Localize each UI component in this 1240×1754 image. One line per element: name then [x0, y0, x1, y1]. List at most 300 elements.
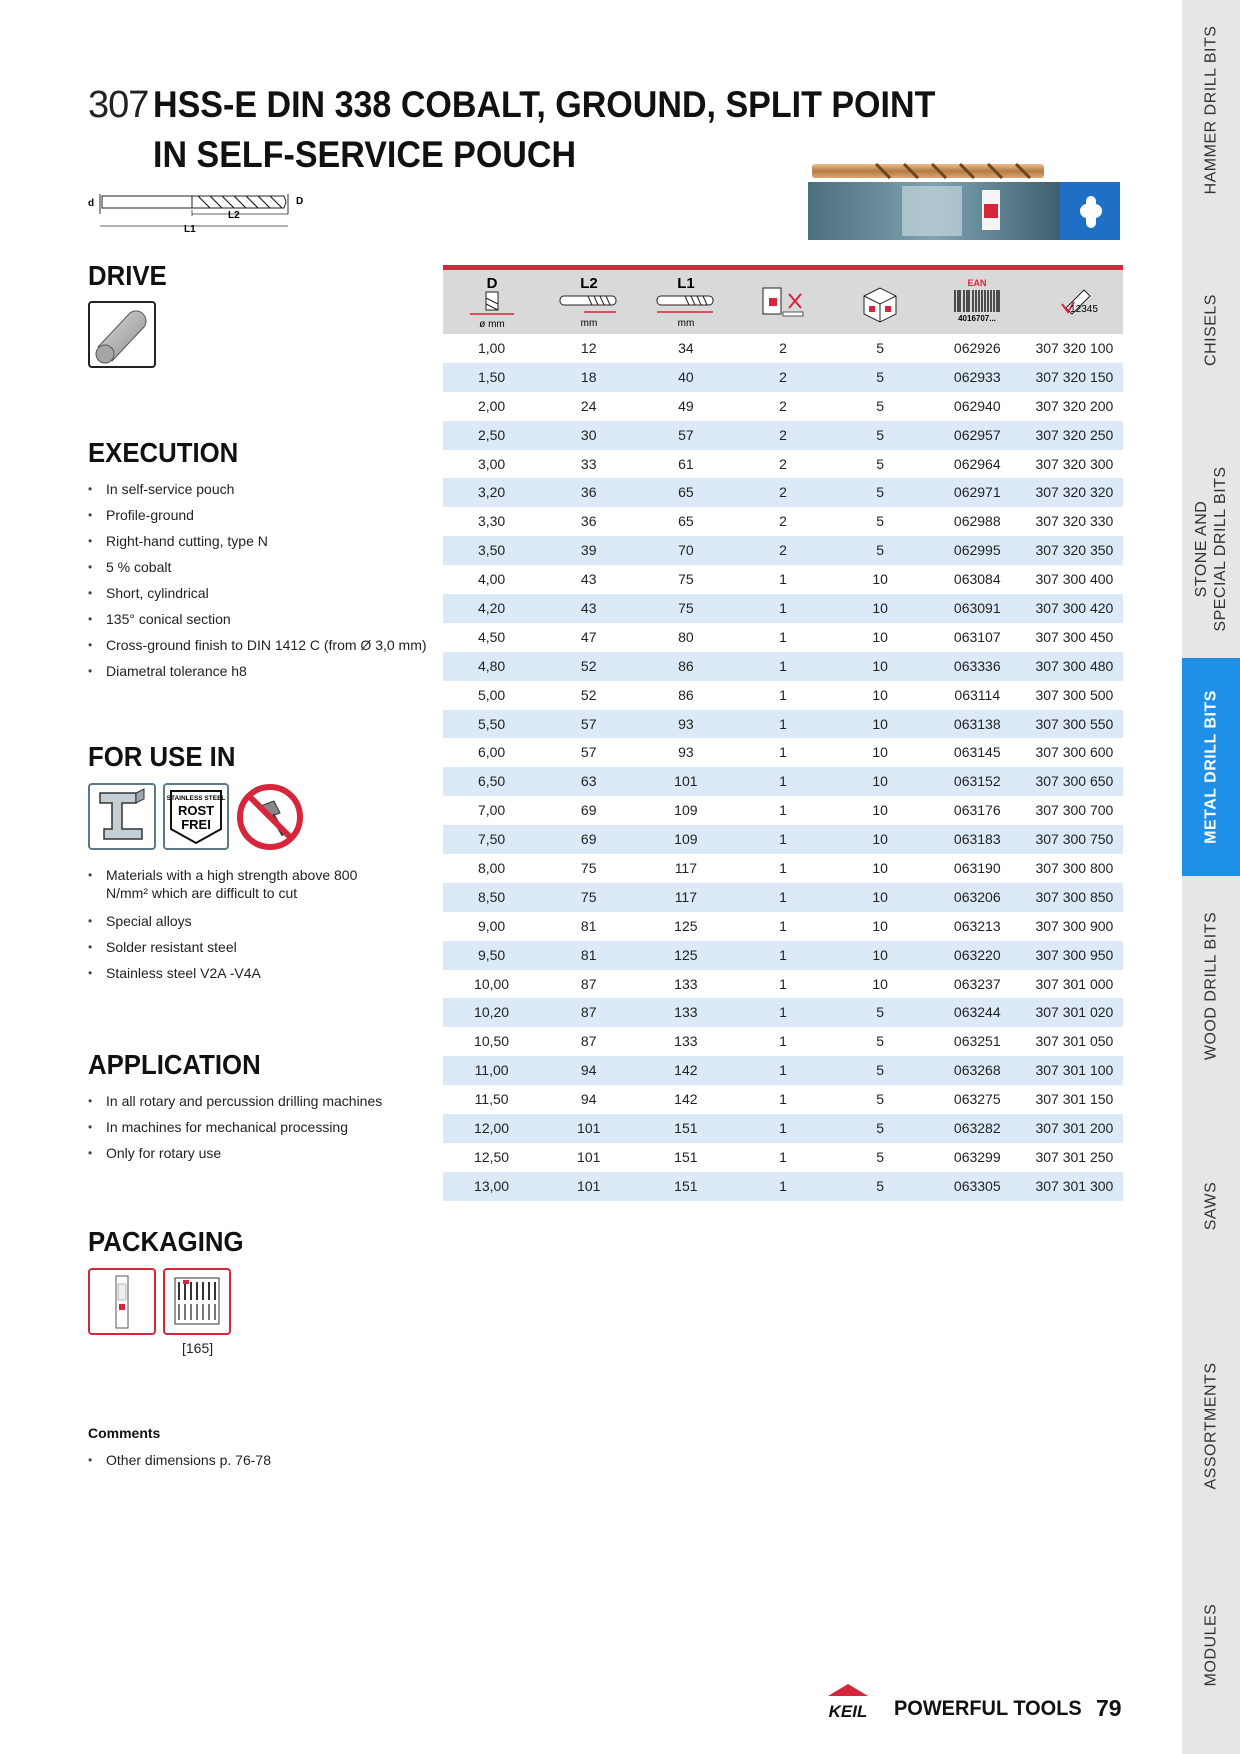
header-diameter: [443, 270, 540, 334]
tab-metal-drill-bits[interactable]: [1182, 658, 1240, 876]
table-cell: 101: [577, 1177, 601, 1194]
table-cell: 063084: [953, 571, 1001, 588]
execution-item: • 5 % cobalt: [88, 558, 427, 584]
table-cell: 5: [876, 368, 885, 385]
header-l1: [637, 270, 734, 334]
table-cell: 307 300 550: [1035, 715, 1114, 732]
table-cell: 5: [876, 1004, 885, 1021]
tab-saws[interactable]: [1182, 1096, 1240, 1316]
table-cell: 10: [872, 975, 888, 992]
table-cell: 5: [876, 455, 885, 472]
execution-item: • Right-hand cutting, type N: [88, 532, 427, 558]
table-cell: 133: [674, 1033, 698, 1050]
table-cell: 10: [872, 888, 888, 905]
table-cell: 1: [779, 773, 787, 790]
table-cell: 6,00: [477, 744, 506, 761]
table-row: [443, 912, 1123, 941]
table-row: [443, 478, 1123, 507]
table-cell: 34: [678, 340, 694, 356]
table-cell: 151: [674, 1177, 698, 1194]
table-cell: 063305: [953, 1177, 1001, 1194]
application-list: [88, 1092, 382, 1170]
table-row: [443, 941, 1123, 970]
section-application-title: APPLICATION: [88, 1049, 261, 1080]
table-row: [443, 796, 1123, 825]
table-cell: 101: [674, 773, 698, 790]
table-cell: 307 300 800: [1035, 860, 1114, 877]
table-cell: 063282: [953, 1120, 1001, 1137]
table-cell: 133: [674, 1004, 698, 1021]
table-cell: 7,00: [477, 802, 506, 819]
table-cell: 062971: [953, 484, 1001, 501]
product-photo: [806, 160, 1122, 242]
brand-name: KEIL: [828, 1702, 868, 1720]
rost-label: ROST: [177, 803, 215, 818]
page-title-line-2: IN SELF-SERVICE POUCH: [153, 134, 577, 175]
table-cell: 307 301 150: [1035, 1091, 1114, 1108]
header-l2: [540, 270, 637, 334]
table-cell: 87: [580, 975, 597, 992]
table-cell: 93: [678, 715, 694, 732]
table-row: [443, 450, 1123, 479]
table-cell: 125: [674, 917, 698, 934]
metal-profile-icon: [88, 783, 156, 850]
table-cell: 307 300 700: [1035, 802, 1114, 819]
page-number: 79: [1096, 1695, 1122, 1721]
table-row: [443, 681, 1123, 710]
table-cell: 307 320 250: [1035, 426, 1114, 443]
table-cell: 5: [876, 1148, 885, 1165]
table-cell: 063190: [953, 860, 1001, 877]
table-cell: 307 300 950: [1035, 946, 1114, 963]
table-cell: 2: [779, 542, 787, 559]
table-cell: 063336: [953, 657, 1001, 674]
section-packaging-title: PACKAGING: [88, 1226, 244, 1257]
table-cell: 61: [678, 455, 694, 472]
table-cell: 10,00: [474, 975, 510, 992]
table-cell: 1: [779, 1091, 787, 1108]
table-cell: 65: [678, 484, 694, 501]
table-cell: 5: [876, 426, 885, 443]
table-cell: 1: [779, 571, 787, 588]
table-cell: 7,50: [477, 831, 506, 848]
table-cell: 5: [876, 484, 885, 501]
header-D-label: D: [486, 275, 497, 292]
section-drive-title: DRIVE: [88, 260, 167, 291]
for-use-in-list: [88, 866, 398, 990]
table-cell: 1: [779, 628, 787, 645]
table-cell: 1: [779, 1148, 787, 1165]
table-cell: 063107: [953, 628, 1001, 645]
table-cell: 1: [779, 1004, 787, 1021]
table-cell: 5: [876, 513, 885, 530]
table-cell: 1: [779, 600, 787, 617]
diagram-label-d: d: [88, 198, 95, 209]
table-cell: 43: [580, 600, 597, 617]
table-cell: 2: [779, 397, 787, 414]
table-cell: 307 300 500: [1035, 686, 1114, 703]
table-cell: 63: [580, 773, 597, 790]
packaging-reference: [165]: [182, 1340, 214, 1356]
use-item: • Stainless steel V2A -V4A: [88, 964, 398, 990]
tab-assortments[interactable]: [1182, 1316, 1240, 1536]
table-cell: 36: [580, 484, 597, 501]
table-cell: 3,20: [477, 484, 506, 501]
product-table: [443, 265, 1123, 1201]
table-row: [443, 825, 1123, 854]
table-cell: 1: [779, 831, 787, 848]
table-cell: 5: [876, 1033, 885, 1050]
table-cell: 5: [876, 1120, 885, 1137]
drive-cylindrical-icon: [88, 301, 156, 368]
tab-wood-drill-bits[interactable]: [1182, 876, 1240, 1096]
table-cell: 063275: [953, 1091, 1001, 1108]
table-cell: 6,50: [477, 773, 506, 790]
table-cell: 151: [674, 1120, 698, 1137]
drill-dimension-diagram: [88, 192, 310, 234]
table-cell: 70: [678, 542, 694, 559]
table-cell: 101: [577, 1148, 601, 1165]
section-for-use-in-title: FOR USE IN: [88, 741, 236, 772]
table-cell: 10: [872, 686, 888, 703]
table-cell: 2: [779, 368, 787, 385]
diagram-label-L2: L2: [228, 210, 240, 221]
table-cell: 063268: [953, 1062, 1001, 1079]
table-cell: 10: [872, 860, 888, 877]
table-cell: 307 320 200: [1035, 397, 1114, 414]
table-row: [443, 392, 1123, 421]
table-cell: 307 300 450: [1035, 628, 1114, 645]
table-cell: 109: [674, 802, 698, 819]
table-cell: 1,00: [477, 340, 506, 356]
tab-label: MODULES: [1202, 1603, 1220, 1687]
table-cell: 81: [580, 946, 597, 963]
execution-item: • Profile-ground: [88, 506, 427, 532]
table-cell: 307 301 050: [1035, 1033, 1114, 1050]
table-cell: 9,50: [477, 946, 506, 963]
table-cell: 063213: [953, 917, 1001, 934]
header-ean-label: EAN: [967, 278, 987, 288]
tab-label: HAMMER DRILL BITS: [1202, 25, 1220, 195]
header-L2-label: L2: [579, 275, 598, 292]
table-cell: 307 301 250: [1035, 1148, 1114, 1165]
box-quantity-icon: [850, 274, 910, 330]
page-title-line-1: HSS-E DIN 338 COBALT, GROUND, SPLIT POINT: [153, 84, 936, 125]
table-row: [443, 652, 1123, 681]
table-cell: 1: [779, 657, 787, 674]
table-row: [443, 334, 1123, 363]
table-cell: 81: [580, 917, 597, 934]
table-cell: 12: [580, 340, 597, 356]
pouch-package-icon: [88, 1268, 156, 1335]
table-cell: 1,50: [477, 368, 506, 385]
table-cell: 10: [872, 946, 888, 963]
table-cell: 307 320 320: [1035, 484, 1114, 501]
table-cell: 2,00: [477, 397, 506, 414]
frei-label: FREI: [181, 817, 211, 832]
table-cell: 52: [580, 657, 597, 674]
tab-label: SAWS: [1202, 1181, 1220, 1231]
table-cell: 10: [872, 744, 888, 761]
comments-list: [88, 1451, 271, 1477]
tab-chisels[interactable]: [1182, 220, 1240, 440]
header-box-quantity: [832, 270, 929, 334]
table-cell: 1: [779, 686, 787, 703]
table-cell: 109: [674, 831, 698, 848]
application-item: • In machines for mechanical processing: [88, 1118, 382, 1144]
execution-item: • In self-service pouch: [88, 480, 427, 506]
table-cell: 117: [674, 860, 698, 877]
header-L1-label: L1: [677, 275, 695, 292]
tab-label: METAL DRILL BITS: [1202, 690, 1220, 844]
execution-item: • Short, cylindrical: [88, 584, 427, 610]
execution-item: • Cross-ground finish to DIN 1412 C (from Ø 3,0 mm): [88, 636, 427, 662]
table-cell: 10: [872, 571, 888, 588]
table-cell: 5: [876, 397, 885, 414]
table-row: [443, 710, 1123, 739]
table-cell: 2,50: [477, 426, 506, 443]
table-cell: 307 301 300: [1035, 1177, 1114, 1194]
header-ean: [929, 270, 1026, 334]
table-cell: 75: [580, 860, 597, 877]
product-number: 307: [88, 84, 149, 126]
table-cell: 307 320 300: [1035, 455, 1114, 472]
table-row: [443, 854, 1123, 883]
table-cell: 5: [876, 1062, 885, 1079]
table-cell: 307 300 600: [1035, 744, 1114, 761]
table-cell: 307 300 750: [1035, 831, 1114, 848]
table-row: [443, 623, 1123, 652]
table-cell: 10: [872, 831, 888, 848]
table-cell: 307 300 900: [1035, 917, 1114, 934]
header-pack-quantity: [734, 270, 831, 334]
table-cell: 4,50: [477, 628, 506, 645]
table-cell: 062940: [953, 397, 1001, 414]
table-cell: 52: [580, 686, 597, 703]
table-cell: 10: [872, 773, 888, 790]
table-cell: 1: [779, 1033, 787, 1050]
display-stand-icon: [163, 1268, 231, 1335]
table-cell: 307 300 480: [1035, 657, 1114, 674]
tab-hammer-drill-bits[interactable]: [1182, 0, 1240, 220]
table-cell: 063145: [953, 744, 1001, 761]
use-item: • Special alloys: [88, 912, 398, 938]
table-cell: 1: [779, 802, 787, 819]
tab-modules[interactable]: [1182, 1536, 1240, 1754]
table-row: [443, 1172, 1123, 1201]
table-cell: 063176: [953, 802, 1001, 819]
table-cell: 1: [779, 975, 787, 992]
table-row: [443, 738, 1123, 767]
table-cell: 2: [779, 426, 787, 443]
table-cell: 062926: [953, 340, 1001, 356]
table-cell: 8,00: [477, 860, 506, 877]
table-cell: 75: [678, 600, 694, 617]
table-cell: 1: [779, 1120, 787, 1137]
execution-item: • Diametral tolerance h8: [88, 662, 427, 688]
table-cell: 11,50: [474, 1091, 509, 1108]
table-cell: 5: [876, 340, 885, 356]
table-cell: 3,30: [477, 513, 506, 530]
header-L2-unit: mm: [580, 318, 598, 329]
table-cell: 307 320 350: [1035, 542, 1114, 559]
table-header: [443, 270, 1123, 334]
table-cell: 063114: [954, 686, 1001, 703]
table-cell: 5,50: [477, 715, 506, 732]
table-row: [443, 421, 1123, 450]
tab-label: CHISELS: [1202, 294, 1220, 366]
table-cell: 133: [674, 975, 698, 992]
section-execution-title: EXECUTION: [88, 437, 239, 468]
table-cell: 49: [678, 397, 694, 414]
table-cell: 101: [577, 1120, 601, 1137]
use-item: • Materials with a high strength above 800 N/mm² which are difficult to cut: [88, 866, 398, 912]
table-cell: 5: [876, 1091, 885, 1108]
table-cell: 75: [678, 571, 694, 588]
table-cell: 11,00: [474, 1062, 509, 1079]
table-cell: 063299: [953, 1148, 1001, 1165]
table-cell: 43: [580, 571, 597, 588]
use-item: • Solder resistant steel: [88, 938, 398, 964]
table-cell: 3,50: [477, 542, 506, 559]
diagram-label-D: D: [296, 196, 304, 207]
table-cell: 063244: [953, 1004, 1001, 1021]
table-cell: 5: [876, 542, 885, 559]
table-cell: 36: [580, 513, 597, 530]
table-cell: 1: [779, 744, 787, 761]
table-cell: 4,80: [477, 657, 506, 674]
table-cell: 151: [674, 1148, 698, 1165]
table-cell: 062964: [953, 455, 1001, 472]
table-cell: 65: [678, 513, 694, 530]
application-item: • Only for rotary use: [88, 1144, 382, 1170]
table-body: [443, 334, 1123, 1201]
table-row: [443, 1143, 1123, 1172]
table-cell: 40: [678, 368, 694, 385]
tab-label: WOOD DRILL BITS: [1202, 911, 1220, 1061]
table-cell: 1: [779, 715, 787, 732]
tab-stone-special-drill-bits[interactable]: [1182, 440, 1240, 658]
table-row: [443, 1056, 1123, 1085]
table-row: [443, 536, 1123, 565]
table-cell: 94: [580, 1091, 597, 1108]
table-cell: 33: [580, 455, 597, 472]
table-cell: 86: [678, 686, 694, 703]
table-cell: 87: [580, 1004, 597, 1021]
footer-tagline: POWERFUL TOOLS: [894, 1697, 1082, 1720]
table-cell: 1: [779, 917, 787, 934]
table-cell: 2: [779, 455, 787, 472]
table-cell: 063251: [953, 1033, 1001, 1050]
table-cell: 87: [580, 1033, 597, 1050]
table-cell: 57: [580, 715, 597, 732]
table-cell: 8,50: [477, 888, 506, 905]
table-cell: 307 320 330: [1035, 513, 1114, 530]
table-cell: 307 300 850: [1035, 888, 1114, 905]
table-cell: 2: [779, 484, 787, 501]
stainless-steel-icon: [163, 783, 229, 850]
table-cell: 18: [580, 368, 597, 385]
comment-item: • Other dimensions p. 76-78: [88, 1451, 271, 1477]
table-cell: 307 320 100: [1035, 340, 1114, 356]
pouch-quantity-icon: [753, 274, 813, 330]
comments-title: Comments: [88, 1425, 161, 1441]
table-cell: 1: [779, 946, 787, 963]
table-cell: 69: [580, 802, 597, 819]
table-cell: 5: [876, 1177, 885, 1194]
table-row: [443, 1085, 1123, 1114]
table-cell: 1: [779, 860, 787, 877]
table-cell: 3,00: [477, 455, 506, 472]
table-cell: 47: [580, 628, 597, 645]
table-cell: 75: [580, 888, 597, 905]
header-d-unit: ø mm: [478, 319, 505, 330]
tab-label: ASSORTMENTS: [1202, 1362, 1220, 1490]
table-cell: 10: [872, 628, 888, 645]
table-cell: 57: [580, 744, 597, 761]
table-cell: 12,50: [474, 1148, 510, 1165]
execution-item: • 135° conical section: [88, 610, 427, 636]
stainless-label: STAINLESS STEEL: [166, 795, 226, 802]
table-cell: 063091: [953, 600, 1001, 617]
header-article-label: 12345: [1070, 304, 1099, 315]
table-cell: 063220: [953, 946, 1001, 963]
table-cell: 4,00: [477, 571, 506, 588]
table-cell: 062957: [953, 426, 1001, 443]
execution-list: [88, 480, 427, 688]
table-cell: 117: [674, 888, 698, 905]
table-cell: 24: [580, 397, 597, 414]
table-cell: 57: [678, 426, 694, 443]
table-cell: 063237: [953, 975, 1001, 992]
diagram-label-L1: L1: [184, 224, 196, 234]
table-cell: 10: [872, 600, 888, 617]
table-cell: 94: [580, 1062, 597, 1079]
table-cell: 5,00: [477, 686, 506, 703]
table-row: [443, 594, 1123, 623]
table-cell: 307 320 150: [1035, 368, 1114, 385]
table-row: [443, 507, 1123, 536]
tab-label: [1192, 466, 1230, 631]
table-cell: 142: [674, 1062, 698, 1079]
tab-label-line-1: STONE AND: [1193, 500, 1210, 598]
table-cell: 307 300 400: [1035, 571, 1114, 588]
table-cell: 063183: [953, 831, 1001, 848]
table-row: [443, 970, 1123, 999]
table-cell: 063152: [953, 773, 1001, 790]
table-row: [443, 998, 1123, 1027]
no-hammer-icon: [236, 783, 304, 851]
table-cell: 062988: [953, 513, 1001, 530]
table-cell: 39: [580, 542, 597, 559]
table-cell: 063138: [953, 715, 1001, 732]
table-cell: 80: [678, 628, 694, 645]
table-cell: 10: [872, 657, 888, 674]
table-cell: 10,20: [474, 1004, 510, 1021]
table-cell: 307 300 650: [1035, 773, 1114, 790]
table-cell: 69: [580, 831, 597, 848]
table-cell: 9,00: [477, 917, 506, 934]
chapter-tabs: [1182, 0, 1240, 1754]
table-row: [443, 1114, 1123, 1143]
table-cell: 13,00: [474, 1177, 510, 1194]
table-row: [443, 883, 1123, 912]
table-cell: 062933: [953, 368, 1001, 385]
table-cell: 93: [678, 744, 694, 761]
table-row: [443, 565, 1123, 594]
table-cell: 86: [678, 657, 694, 674]
application-item: • In all rotary and percussion drilling machines: [88, 1092, 382, 1118]
